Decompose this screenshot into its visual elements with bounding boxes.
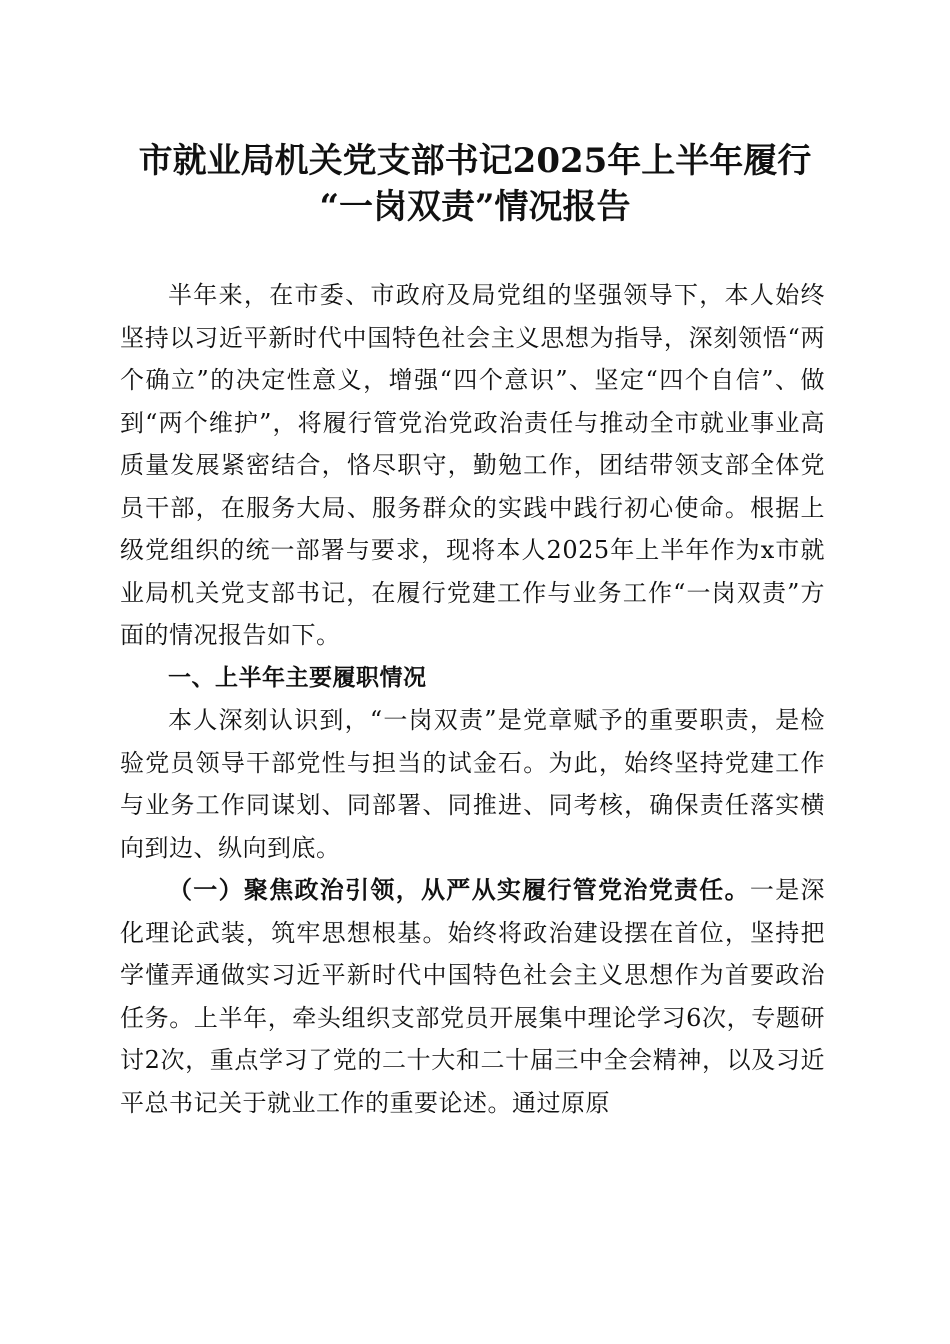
subsection-1-paragraph — [120, 869, 825, 1124]
subsection-1-text: 一是深化理论武装，筑牢思想根基。始终将政治建设摆在首位，坚持把学懂弄通做实习近平新时代中国特色社会主义思想作为首要政治任务。上半年，牵头组织支部党员开展集中理论学习6次，专题研讨2次，重点学习了党的二十大和二十届三中全会精神，以及习近平总书记关于就业工作的重要论述。通过原原 — [120, 876, 826, 1117]
section-heading-1: 一、上半年主要履职情况 — [168, 664, 427, 691]
intro-paragraph: 半年来，在市委、市政府及局党组的坚强领导下，本人始终坚持以习近平新时代中国特色社会主义思想为指导，深刻领悟“两个确立”的决定性意义，增强“四个意识”、坚定“四个自信”、做到“两个维护”，将履行管党治党政治责任与推动全市就业事业高质量发展紧密结合，恪尽职守，勤勉工作，团结带领支部全体党员干部，在服务大局、服务群众的实践中践行初心使命。根据上级党组织的统一部署与要求，现将本人2025年上半年作为x市就业局机关党支部书记，在履行党建工作与业务工作“一岗双责”方面的情况报告如下。 — [120, 281, 825, 649]
section-1-paragraph: 本人深刻认识到，“一岗双责”是党章赋予的重要职责，是检验党员领导干部党性与担当的试金石。为此，始终坚持党建工作与业务工作同谋划、同部署、同推进、同考核，确保责任落实横向到边、纵向到底。 — [120, 706, 825, 862]
title-line-2: “一岗双责”情况报告 — [319, 187, 631, 227]
subsection-1-heading: （一）聚焦政治引领，从严从实履行管党治党责任。 — [168, 875, 750, 904]
document-title — [100, 138, 850, 230]
title-line-1: 市就业局机关党支部书记2025年上半年履行 — [138, 141, 812, 181]
document-body — [120, 274, 825, 1124]
